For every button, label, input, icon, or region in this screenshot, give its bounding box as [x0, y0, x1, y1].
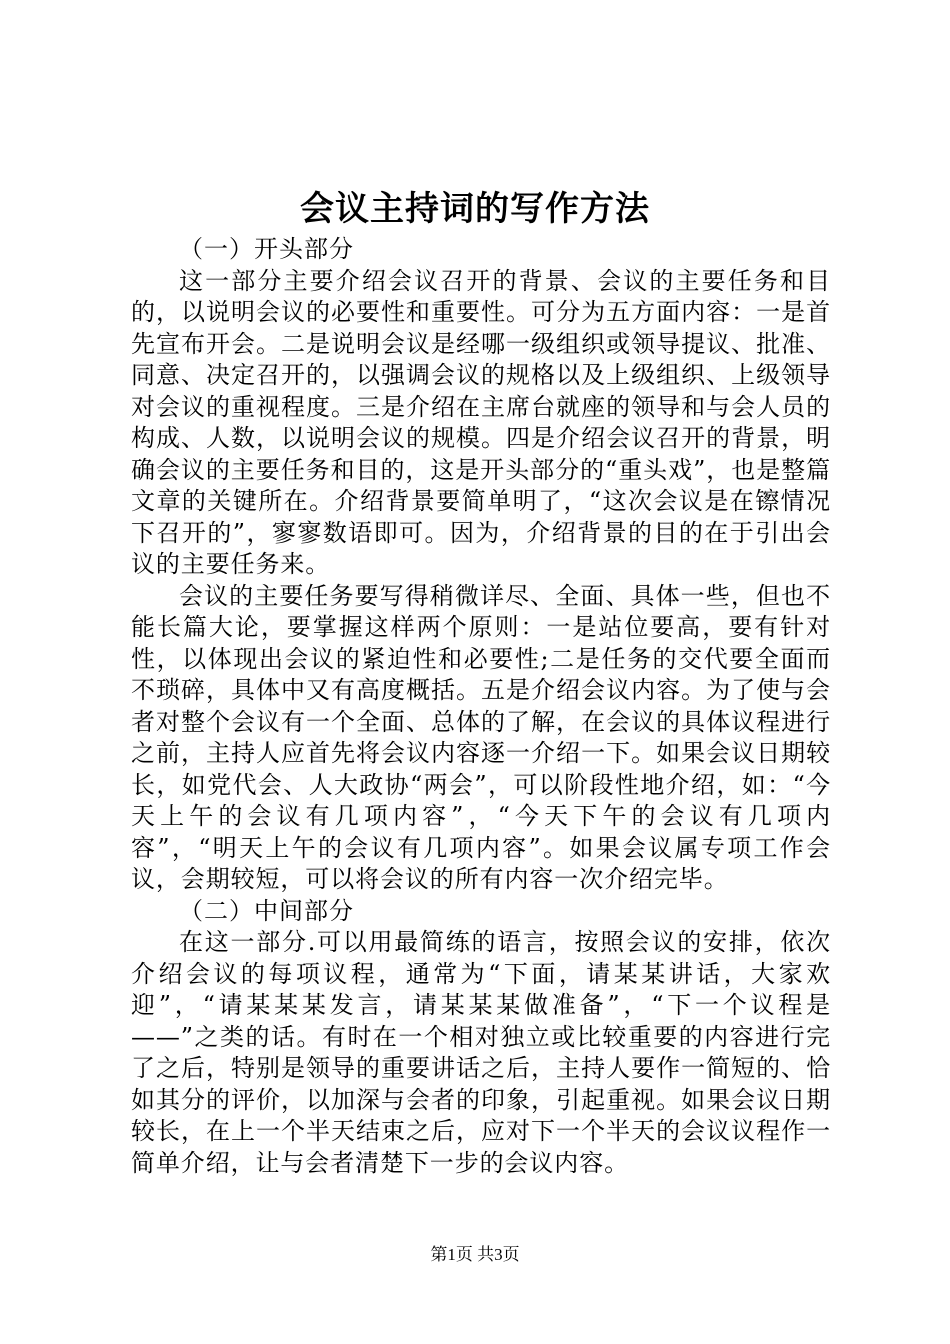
paragraph-opening-background: 这一部分主要介绍会议召开的背景、会议的主要任务和目的，以说明会议的必要性和重要性。可分为五方面内容：一是首先宣布开会。二是说明会议是经哪一级组织或领导提议、批准、同意、决定召开的，以强调会议的规格以及上级组织、上级领导对会议的重视程度。三是介绍在主席台就座的领导和与会人员的构成、人数，以说明会议的规模。四是介绍会议召开的背景，明确会议的主要任务和目的，这是开头部分的“重头戏”，也是整篇文章的关键所在。介绍背景要简单明了，“这次会议是在镲情况下召开的”，寥寥数语即可。因为，介绍背景的目的在于引出会议的主要任务来。 — [131, 266, 831, 578]
paragraph-middle-agenda: 在这一部分.可以用最简练的语言，按照会议的安排，依次介绍会议的每项议程，通常为“下面，请某某讲话，大家欢迎”，“请某某某发言，请某某某做准备”，“下一个议程是——”之类的话。有时在一个相对独立或比较重要的内容进行完了之后，特别是领导的重要讲话之后，主持人要作一简短的、恰如其分的评价，以加深与会者的印象，引起重视。如果会议日期较长，在上一个半天结束之后，应对下一个半天的会议议程作一简单介绍，让与会者清楚下一步的会议内容。 — [131, 928, 831, 1177]
page-number-footer: 第1页 共3页 — [430, 1245, 520, 1264]
document-title: 会议主持词的写作方法 — [300, 189, 650, 229]
paragraph-opening-tasks: 会议的主要任务要写得稍微详尽、全面、具体一些，但也不能长篇大论，要掌握这样两个原则：一是站位要高，要有针对性，以体现出会议的紧迫性和必要性;二是任务的交代要全面而不琐碎，具体中又有高度概括。五是介绍会议内容。为了使与会者对整个会议有一个全面、总体的了解，在会议的具体议程进行之前，主持人应首先将会议内容逐一介绍一下。如果会议日期较长，如党代会、人大政协“两会”，可以阶段性地介绍，如：“今天上午的会议有几项内容”，“今天下午的会议有几项内容”，“明天上午的会议有几项内容”。如果会议属专项工作会议，会期较短，可以将会议的所有内容一次介绍完毕。 — [131, 581, 831, 893]
section-heading-opening: （一）开头部分 — [179, 235, 354, 263]
document-body — [131, 234, 831, 1179]
section-heading-middle: （二）中间部分 — [179, 896, 354, 925]
